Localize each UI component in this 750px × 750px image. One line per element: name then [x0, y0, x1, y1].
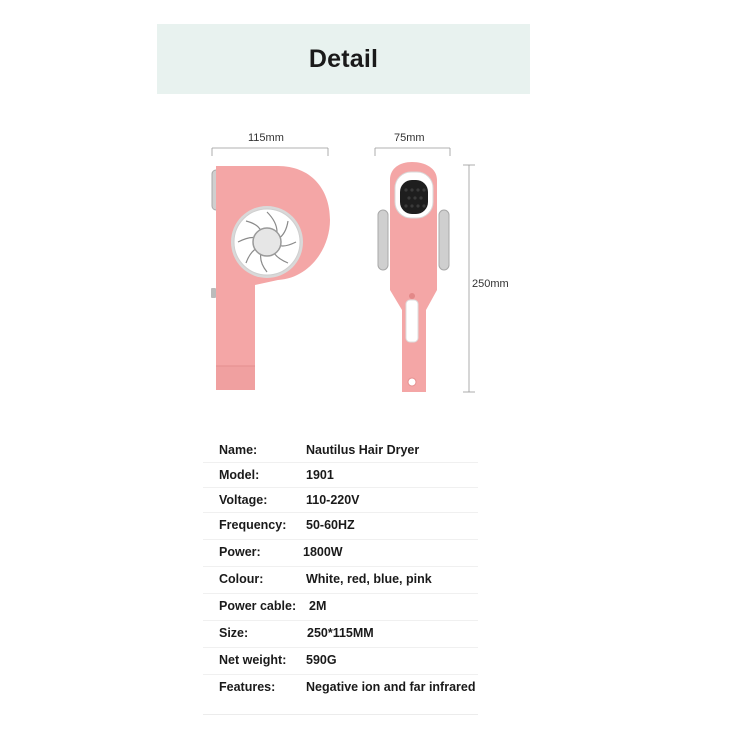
- spec-row-model: [203, 463, 478, 488]
- dryer-front-view: [378, 162, 449, 392]
- spec-table: [203, 438, 478, 701]
- spec-row-net-weight: [203, 648, 478, 675]
- spec-label: Power cable:: [219, 599, 297, 613]
- hair-dryer-illustration: [150, 120, 570, 410]
- front-width-dimension-label: 75mm: [394, 132, 425, 144]
- front-width-dimension-line: [375, 148, 450, 156]
- bottom-divider: [203, 714, 478, 715]
- spec-value: Nautilus Hair Dryer: [306, 443, 420, 457]
- spec-label: Frequency:: [219, 518, 287, 532]
- spec-row-name: [203, 438, 478, 463]
- spec-label: Voltage:: [219, 493, 268, 507]
- width-dimension-line: [212, 148, 328, 156]
- spec-value: 110-220V: [306, 493, 360, 507]
- spec-row-frequency: [203, 513, 478, 540]
- spec-value: 590G: [306, 653, 337, 667]
- spec-row-colour: [203, 567, 478, 594]
- height-dimension-label: 250mm: [472, 278, 509, 290]
- banner-title: Detail: [308, 44, 379, 73]
- spec-label: Colour:: [219, 572, 264, 586]
- spec-label: Name:: [219, 443, 258, 457]
- spec-row-features: [203, 675, 478, 701]
- spec-value: 2M: [309, 599, 327, 613]
- width-dimension-label: 115mm: [248, 132, 284, 144]
- spec-label: Model:: [219, 468, 260, 482]
- spec-value: 1800W: [303, 545, 343, 559]
- spec-value: White, red, blue, pink: [306, 572, 432, 586]
- spec-value: 50-60HZ: [306, 518, 355, 532]
- spec-label: Net weight:: [219, 653, 287, 667]
- spec-row-voltage: [203, 488, 478, 513]
- spec-value: 1901: [306, 468, 334, 482]
- spec-value: 250*115MM: [307, 626, 374, 640]
- spec-row-size: [203, 621, 478, 648]
- dryer-side-view: [211, 166, 330, 390]
- spec-label: Size:: [219, 626, 249, 640]
- spec-value: Negative ion and far infrared: [306, 680, 476, 694]
- spec-row-power: [203, 540, 478, 567]
- spec-label: Features:: [219, 680, 276, 694]
- detail-banner: [157, 24, 530, 94]
- product-figure: [150, 120, 570, 410]
- spec-label: Power:: [219, 545, 261, 559]
- spec-row-power-cable: [203, 594, 478, 621]
